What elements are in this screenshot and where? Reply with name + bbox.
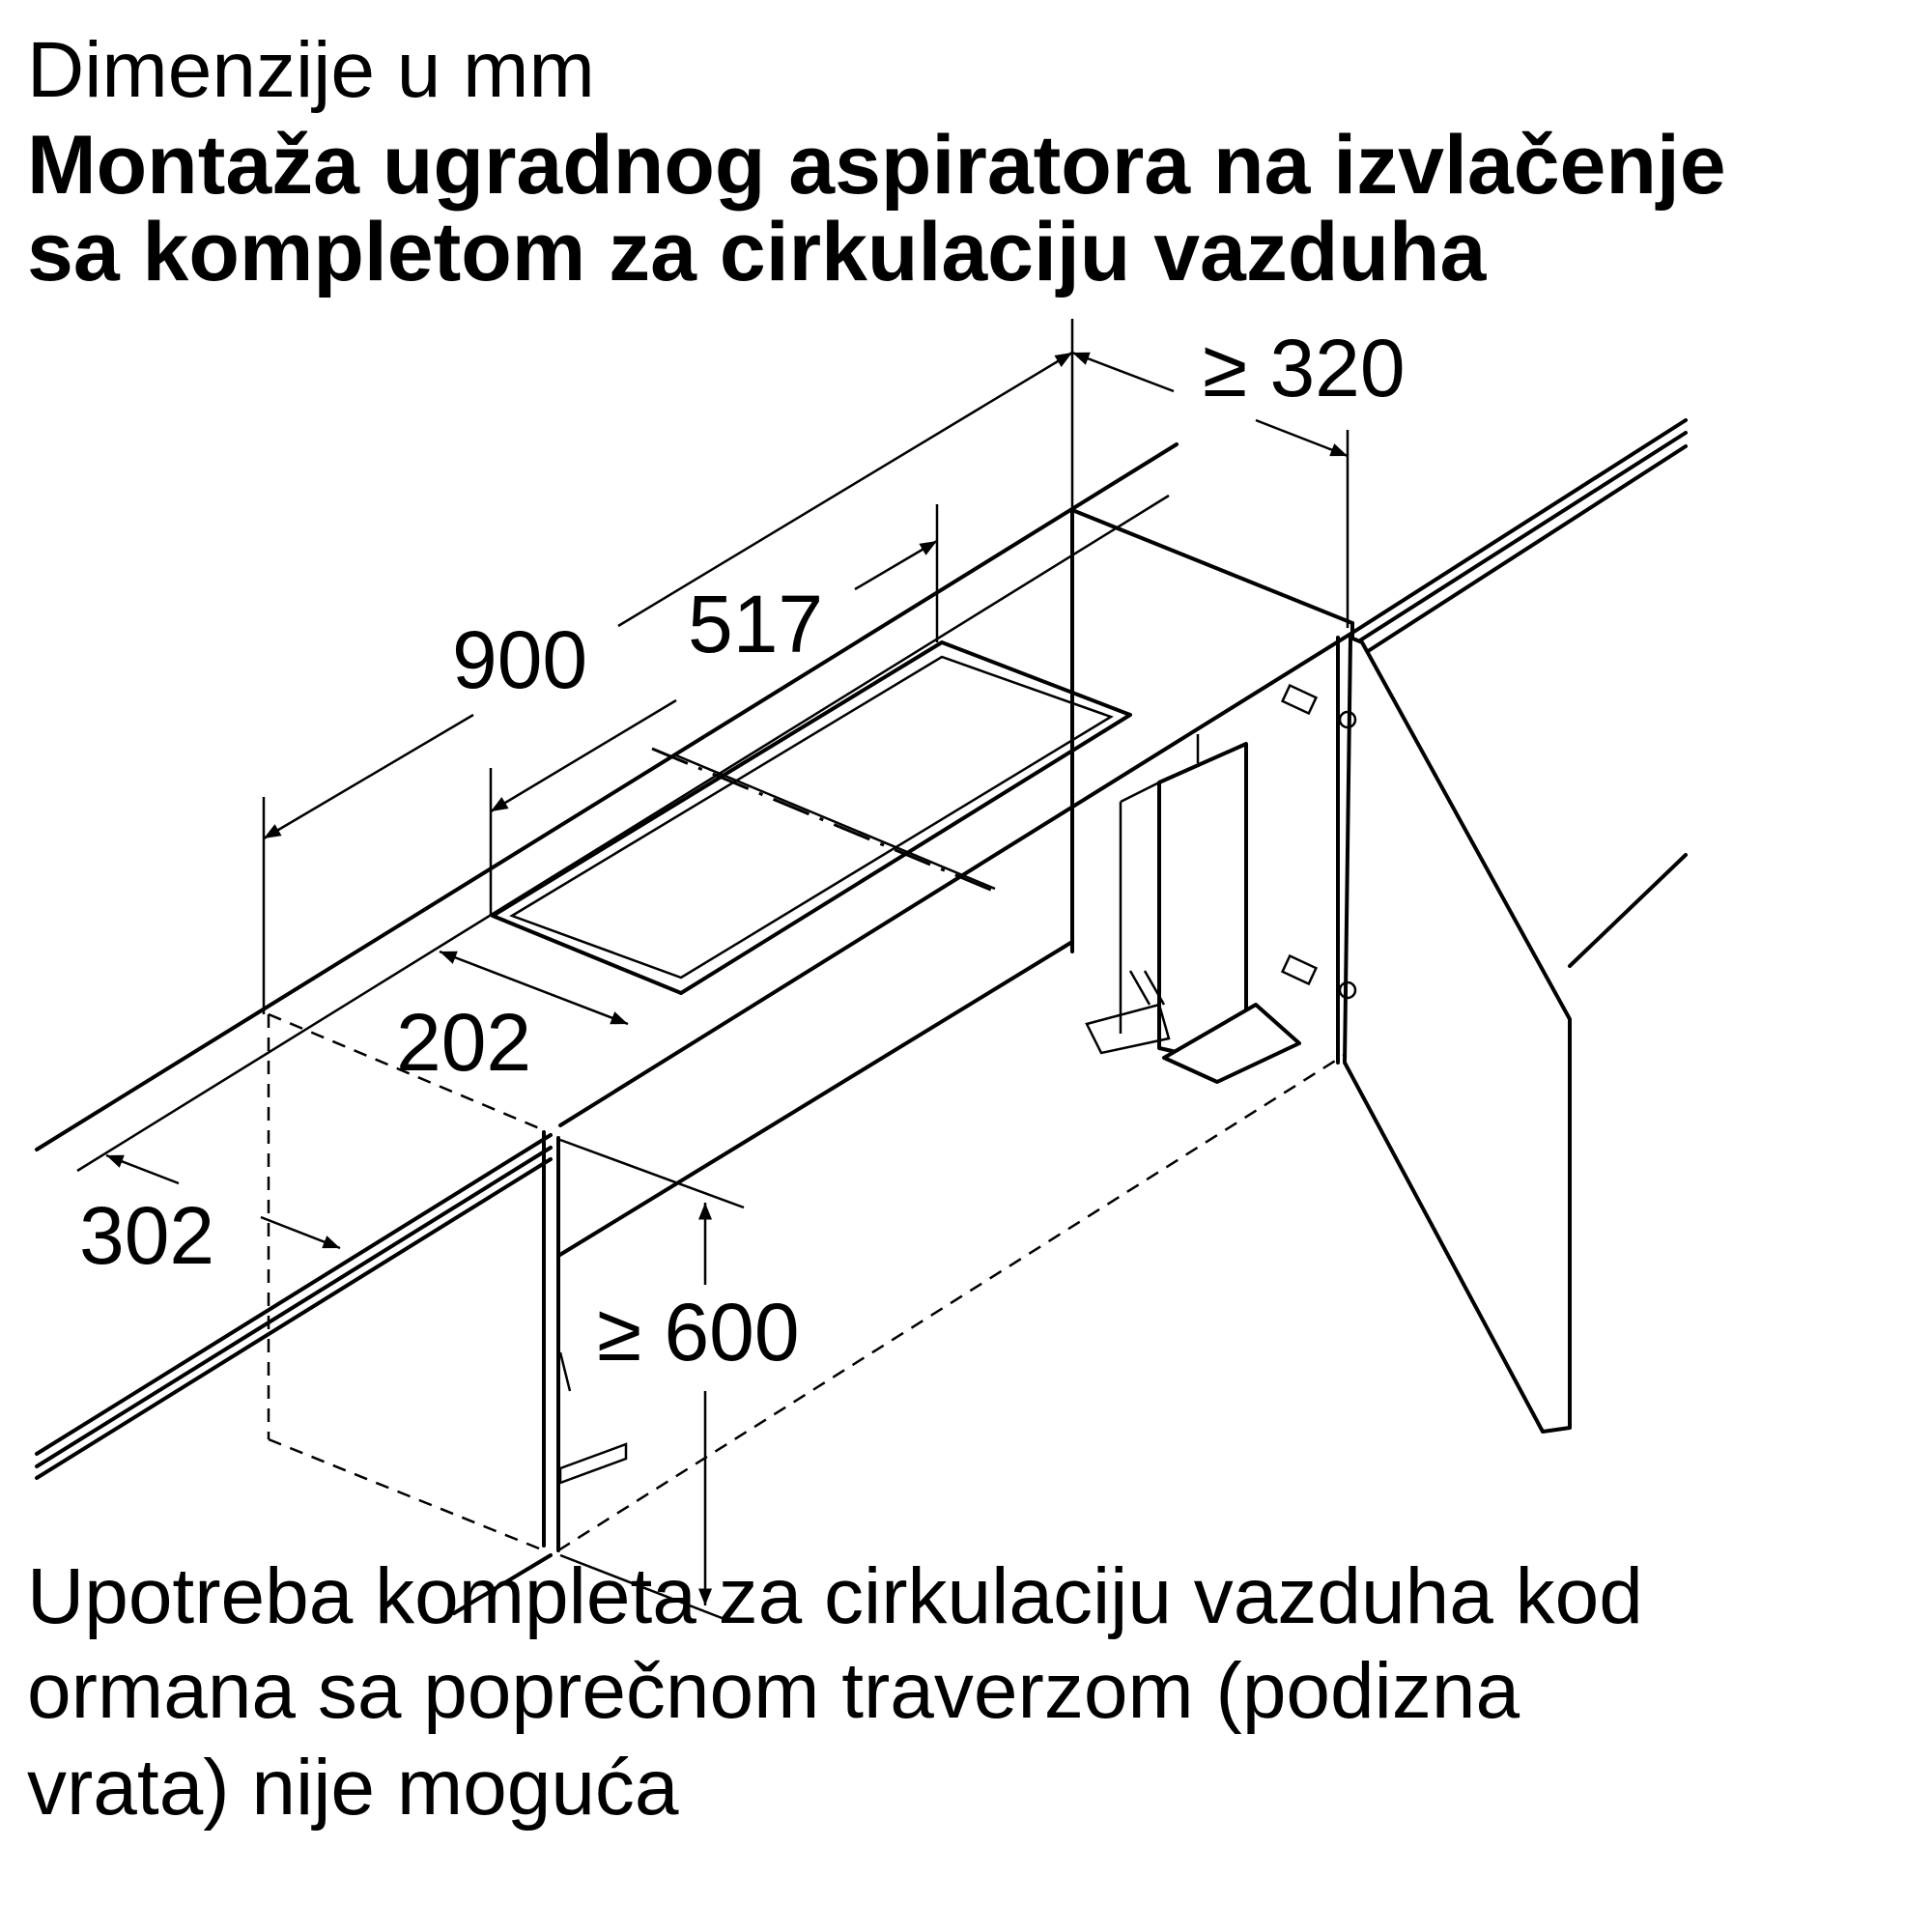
cabinet-left-side [454,942,1072,1613]
worktop-back-edge [37,444,1177,1171]
note-line-3: vrata) nije moguća [27,1744,679,1832]
dimension-202-label: 202 [396,997,532,1088]
dimension-600-label: ≥ 600 [597,1287,800,1378]
dimension-202 [396,952,628,1088]
note-line-2: ormana sa poprečnom traverzom (podizna [27,1647,1520,1735]
note-line-1: Upotreba kompleta za cirkulaciju vazduha kod [27,1552,1643,1640]
dimension-unit-caption: Dimenzije u mm [27,26,595,114]
dimension-302 [79,1155,340,1281]
cabinet-hidden-outline [269,1014,1348,1550]
title-line-2: sa kompletom za cirkulaciju vazduha [27,206,1487,298]
cabinet-door [1338,638,1686,1432]
hob-cutout [493,642,1130,993]
dimension-320-label: ≥ 320 [1203,323,1406,413]
hood-unit [1087,686,1355,1082]
dimension-600 [560,1140,800,1621]
dimension-302-label: 302 [79,1190,215,1281]
dimension-320 [1072,323,1406,628]
dimension-900-label: 900 [452,614,588,705]
dimension-517-label: 517 [688,579,824,669]
title-line-1: Montaža ugradnog aspiratora na izvlačenje [27,119,1726,212]
